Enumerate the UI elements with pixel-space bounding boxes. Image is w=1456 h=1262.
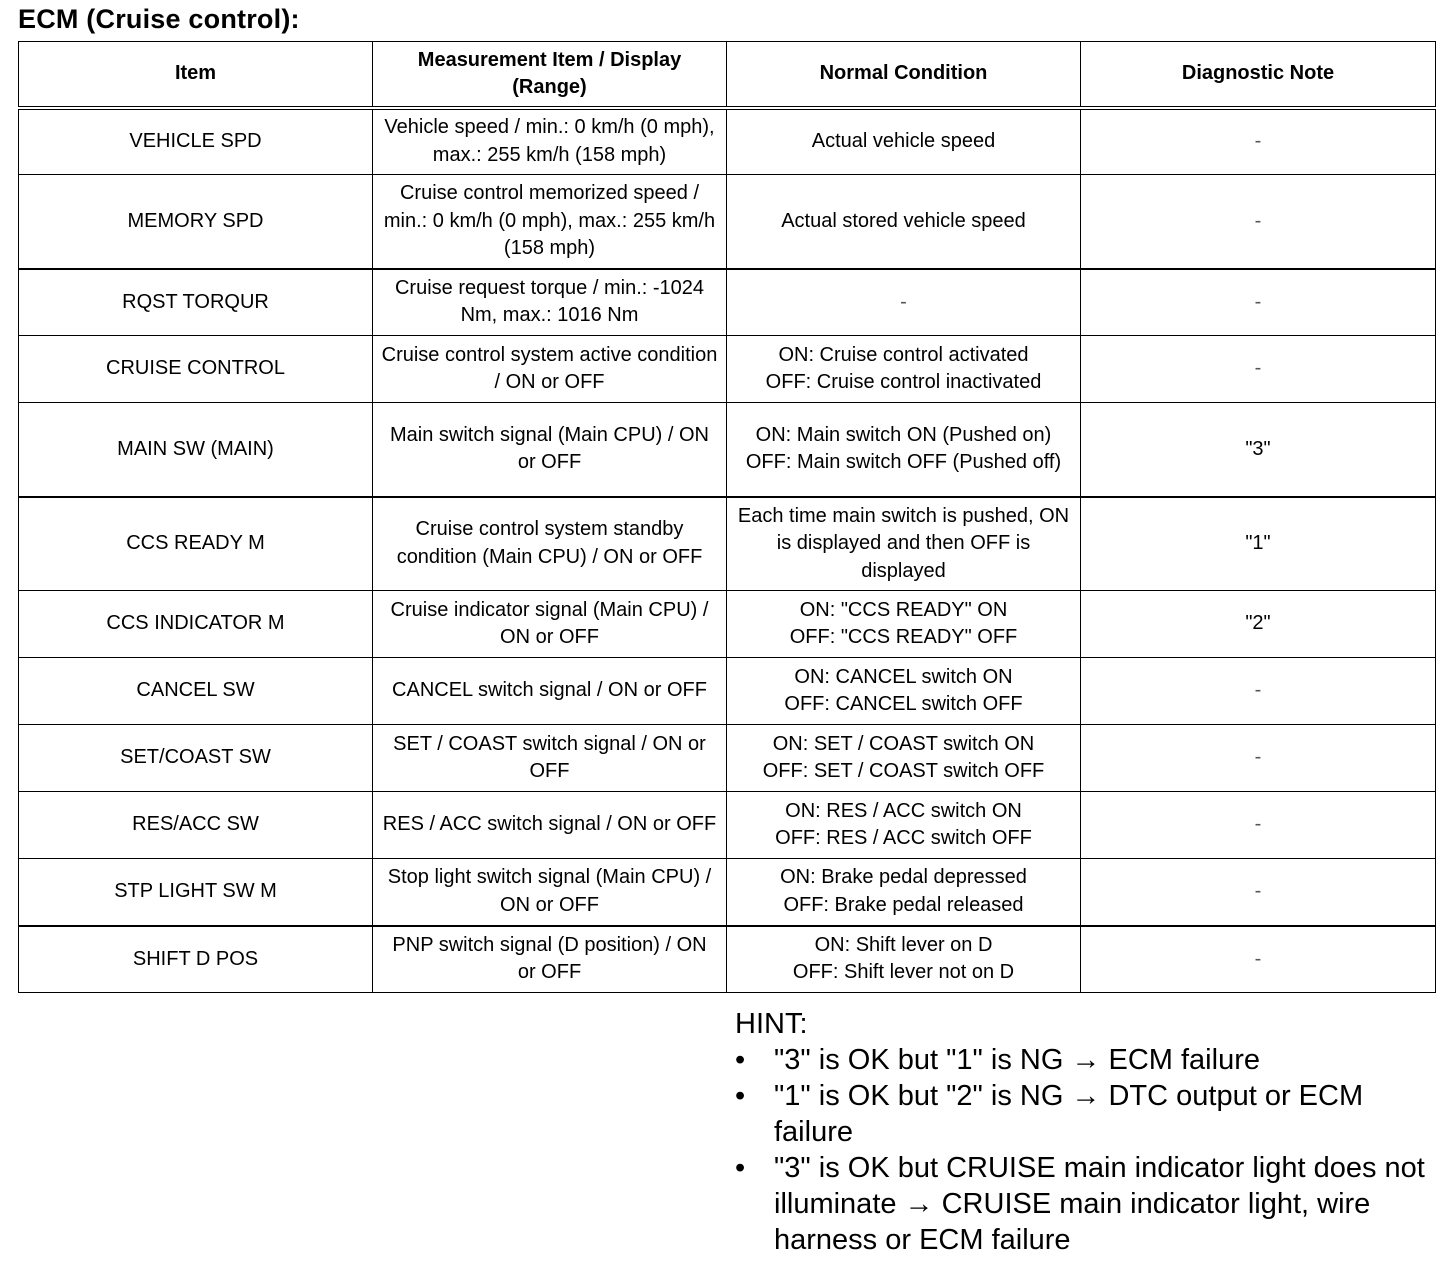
cell-normal-condition bbox=[727, 497, 1081, 591]
table-row bbox=[19, 926, 1436, 993]
cell-diagnostic-note: - bbox=[1081, 792, 1436, 859]
table-row bbox=[19, 725, 1436, 792]
header-measurement: Measurement Item / Display (Range) bbox=[373, 42, 727, 108]
normal-line: ON: RES / ACC switch ON bbox=[785, 799, 1022, 822]
cell-normal-condition bbox=[727, 591, 1081, 658]
cell-measurement: Cruise control memorized speed / min.: 0 km/h (0 mph), max.: 255 km/h (158 mph) bbox=[373, 175, 727, 269]
cell-diagnostic-note: - bbox=[1081, 725, 1436, 792]
table-row bbox=[19, 859, 1436, 926]
hint-text: "1" is OK but "2" is NG → DTC output or ECM failure bbox=[774, 1080, 1364, 1148]
normal-line: ON: Brake pedal depressed bbox=[780, 866, 1027, 889]
cell-item: VEHICLE SPD bbox=[19, 108, 373, 175]
cell-diagnostic-note: - bbox=[1081, 336, 1436, 403]
table-row bbox=[19, 403, 1436, 497]
cell-measurement: Main switch signal (Main CPU) / ON or OFF bbox=[373, 403, 727, 497]
cell-measurement: Cruise indicator signal (Main CPU) / ON or OFF bbox=[373, 591, 727, 658]
ecm-data-table bbox=[18, 41, 1436, 993]
cell-measurement: Vehicle speed / min.: 0 km/h (0 mph), max.: 255 km/h (158 mph) bbox=[373, 108, 727, 175]
cell-diagnostic-note: - bbox=[1081, 269, 1436, 336]
cell-diagnostic-note: "2" bbox=[1081, 591, 1436, 658]
normal-line: OFF: RES / ACC switch OFF bbox=[775, 827, 1032, 849]
cell-item: CRUISE CONTROL bbox=[19, 336, 373, 403]
normal-line: ON: CANCEL switch ON bbox=[794, 665, 1013, 688]
cell-normal-condition bbox=[727, 269, 1081, 336]
table-row bbox=[19, 591, 1436, 658]
cell-diagnostic-note: - bbox=[1081, 108, 1436, 175]
normal-line: ON: Cruise control activated bbox=[778, 343, 1029, 366]
table-row bbox=[19, 175, 1436, 269]
cell-item: STP LIGHT SW M bbox=[19, 859, 373, 926]
cell-normal-condition bbox=[727, 725, 1081, 792]
cell-item: CCS INDICATOR M bbox=[19, 591, 373, 658]
cell-normal-condition bbox=[727, 336, 1081, 403]
normal-line: OFF: SET / COAST switch OFF bbox=[762, 760, 1045, 782]
table-row bbox=[19, 336, 1436, 403]
cell-diagnostic-note: "1" bbox=[1081, 497, 1436, 591]
cell-diagnostic-note: - bbox=[1081, 926, 1436, 993]
normal-line: OFF: Shift lever not on D bbox=[792, 961, 1015, 984]
cell-diagnostic-note: - bbox=[1081, 859, 1436, 926]
hint-text: "3" is OK but CRUISE main indicator light does not illuminate → CRUISE main indicator light, wire harness or ECM failure bbox=[774, 1152, 1425, 1256]
header-normal-condition: Normal Condition bbox=[727, 42, 1081, 108]
table-row bbox=[19, 792, 1436, 859]
cell-measurement: CANCEL switch signal / ON or OFF bbox=[373, 658, 727, 725]
hint-item bbox=[735, 1042, 1435, 1078]
normal-line: OFF: Main switch OFF (Pushed off) bbox=[745, 451, 1062, 474]
hint-text: "3" is OK but "1" is NG → ECM failure bbox=[774, 1044, 1260, 1076]
cell-normal-condition bbox=[727, 175, 1081, 269]
normal-line: ON: Main switch ON (Pushed on) bbox=[755, 423, 1052, 446]
cell-diagnostic-note: "3" bbox=[1081, 403, 1436, 497]
cell-measurement: SET / COAST switch signal / ON or OFF bbox=[373, 725, 727, 792]
cell-measurement: RES / ACC switch signal / ON or OFF bbox=[373, 792, 727, 859]
cell-measurement: Stop light switch signal (Main CPU) / ON or OFF bbox=[373, 859, 727, 926]
cell-normal-condition bbox=[727, 403, 1081, 497]
normal-line: ON: Shift lever on D bbox=[814, 933, 993, 956]
normal-line: Actual stored vehicle speed bbox=[781, 209, 1026, 232]
normal-line: OFF: CANCEL switch OFF bbox=[784, 693, 1023, 715]
header-diagnostic-note: Diagnostic Note bbox=[1081, 42, 1436, 108]
cell-item: CCS READY M bbox=[19, 497, 373, 591]
bullet-icon: • bbox=[735, 1044, 746, 1076]
table-header-row bbox=[19, 42, 1436, 108]
hint-item bbox=[735, 1078, 1435, 1150]
cell-normal-condition bbox=[727, 658, 1081, 725]
normal-line: Actual vehicle speed bbox=[811, 130, 996, 152]
bullet-icon: • bbox=[735, 1080, 746, 1112]
hint-item bbox=[735, 1150, 1435, 1258]
cell-item: SET/COAST SW bbox=[19, 725, 373, 792]
cell-measurement: Cruise control system active condition / ON or OFF bbox=[373, 336, 727, 403]
normal-line: Each time main switch is pushed, ON is displayed and then OFF is displayed bbox=[737, 504, 1070, 582]
normal-line: OFF: Brake pedal released bbox=[783, 893, 1024, 916]
cell-measurement: Cruise control system standby condition (Main CPU) / ON or OFF bbox=[373, 497, 727, 591]
cell-measurement: PNP switch signal (D position) / ON or OFF bbox=[373, 926, 727, 993]
cell-diagnostic-note: - bbox=[1081, 175, 1436, 269]
bullet-icon: • bbox=[735, 1152, 746, 1184]
table-row bbox=[19, 497, 1436, 591]
cell-item: RQST TORQUR bbox=[19, 269, 373, 336]
hint-list bbox=[735, 1042, 1435, 1258]
normal-line: OFF: "CCS READY" OFF bbox=[789, 626, 1018, 648]
page-title: ECM (Cruise control): bbox=[18, 4, 300, 34]
table-row bbox=[19, 269, 1436, 336]
hint-title: HINT: bbox=[735, 1008, 808, 1040]
header-item: Item bbox=[19, 42, 373, 108]
hint-section bbox=[735, 1006, 1435, 1258]
cell-measurement: Cruise request torque / min.: -1024 Nm, max.: 1016 Nm bbox=[373, 269, 727, 336]
cell-normal-condition bbox=[727, 926, 1081, 993]
cell-item: CANCEL SW bbox=[19, 658, 373, 725]
cell-item: SHIFT D POS bbox=[19, 926, 373, 993]
table-row bbox=[19, 658, 1436, 725]
normal-line: - bbox=[900, 290, 907, 313]
cell-normal-condition bbox=[727, 108, 1081, 175]
cell-item: MEMORY SPD bbox=[19, 175, 373, 269]
normal-line: ON: SET / COAST switch ON bbox=[772, 732, 1035, 755]
cell-normal-condition bbox=[727, 859, 1081, 926]
cell-normal-condition bbox=[727, 792, 1081, 859]
cell-item: RES/ACC SW bbox=[19, 792, 373, 859]
cell-diagnostic-note: - bbox=[1081, 658, 1436, 725]
table-row bbox=[19, 108, 1436, 175]
normal-line: ON: "CCS READY" ON bbox=[799, 598, 1008, 621]
cell-item: MAIN SW (MAIN) bbox=[19, 403, 373, 497]
normal-line: OFF: Cruise control inactivated bbox=[765, 371, 1042, 393]
